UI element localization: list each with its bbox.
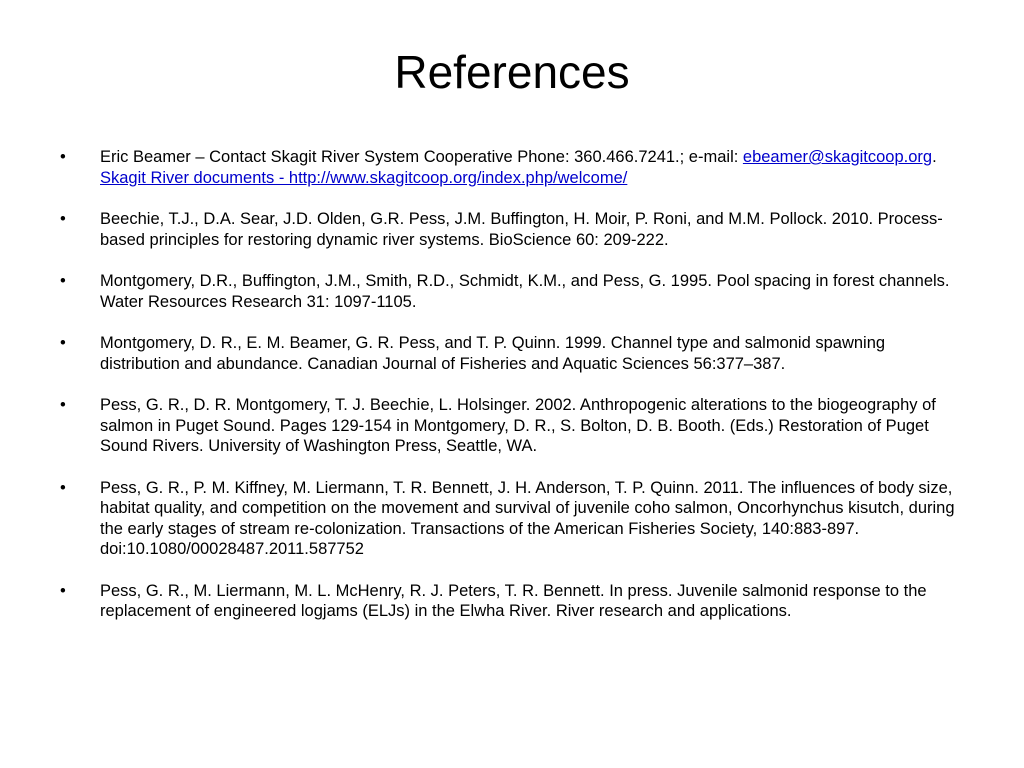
email-link[interactable]: ebeamer@skagitcoop.org (742, 148, 933, 166)
list-item (60, 333, 965, 374)
bullet: • (60, 148, 66, 166)
bullet: • (60, 210, 66, 228)
list-item (60, 271, 965, 312)
reference-text: Pess, G. R., M. Liermann, M. L. McHenry, R. J. Peters, T. R. Bennett. In press. Juvenile salmonid response to the replacement of engineered logjams (ELJs) in the Elwha River. River research and applications. (100, 581, 927, 620)
reference-text: Pess, G. R., P. M. Kiffney, M. Liermann, T. R. Bennett, J. H. Anderson, T. P. Quinn. 2011. The influences of body size, habitat quality, and competition on the movement and survival of juvenile coho salmon, Oncorhynchus kisutch, during the early stages of stream re-colonization. Transactions of the American Fisheries Society, 140:883-897. doi:10.1080/00028487.2011.587752 (100, 478, 955, 558)
bullet: • (60, 334, 66, 352)
list-item (60, 395, 965, 457)
page-title: References (394, 46, 630, 98)
documents-link[interactable]: Skagit River documents - http://www.skagitcoop.org/index.php/welcome/ (100, 168, 628, 187)
list-item (60, 147, 965, 188)
bullet: • (60, 272, 66, 290)
list-item (60, 209, 965, 250)
list-item (60, 581, 965, 622)
reference-text: Eric Beamer – Contact Skagit River System Cooperative Phone: 360.466.7241.; e-mail: (100, 148, 743, 166)
bullet: • (60, 396, 66, 414)
separator-text: . (932, 148, 937, 166)
bullet: • (60, 581, 66, 600)
reference-text: Montgomery, D.R., Buffington, J.M., Smith, R.D., Schmidt, K.M., and Pess, G. 1995. Pool spacing in forest channels. Water Resources Research 31: 1097-1105. (100, 272, 950, 311)
reference-text: Beechie, T.J., D.A. Sear, J.D. Olden, G.R. Pess, J.M. Buffington, H. Moir, P. Roni, and M.M. Pollock. 2010. Process-based principles for restoring dynamic river systems. BioScience 60: 209-222. (100, 210, 943, 249)
reference-list (60, 147, 965, 643)
bullet: • (60, 478, 66, 497)
reference-text: Montgomery, D. R., E. M. Beamer, G. R. Pess, and T. P. Quinn. 1999. Channel type and salmonid spawning distribution and abundance. Canadian Journal of Fisheries and Aquatic Sciences 56:377–387. (100, 334, 886, 373)
list-item (60, 478, 965, 560)
reference-text: Pess, G. R., D. R. Montgomery, T. J. Beechie, L. Holsinger. 2002. Anthropogenic alterations to the biogeography of salmon in Puget Sound. Pages 129-154 in Montgomery, D. R., S. Bolton, D. B. Booth. (Eds.) Restoration of Puget Sound Rivers. University of Washington Press, Seattle, WA. (100, 396, 936, 455)
